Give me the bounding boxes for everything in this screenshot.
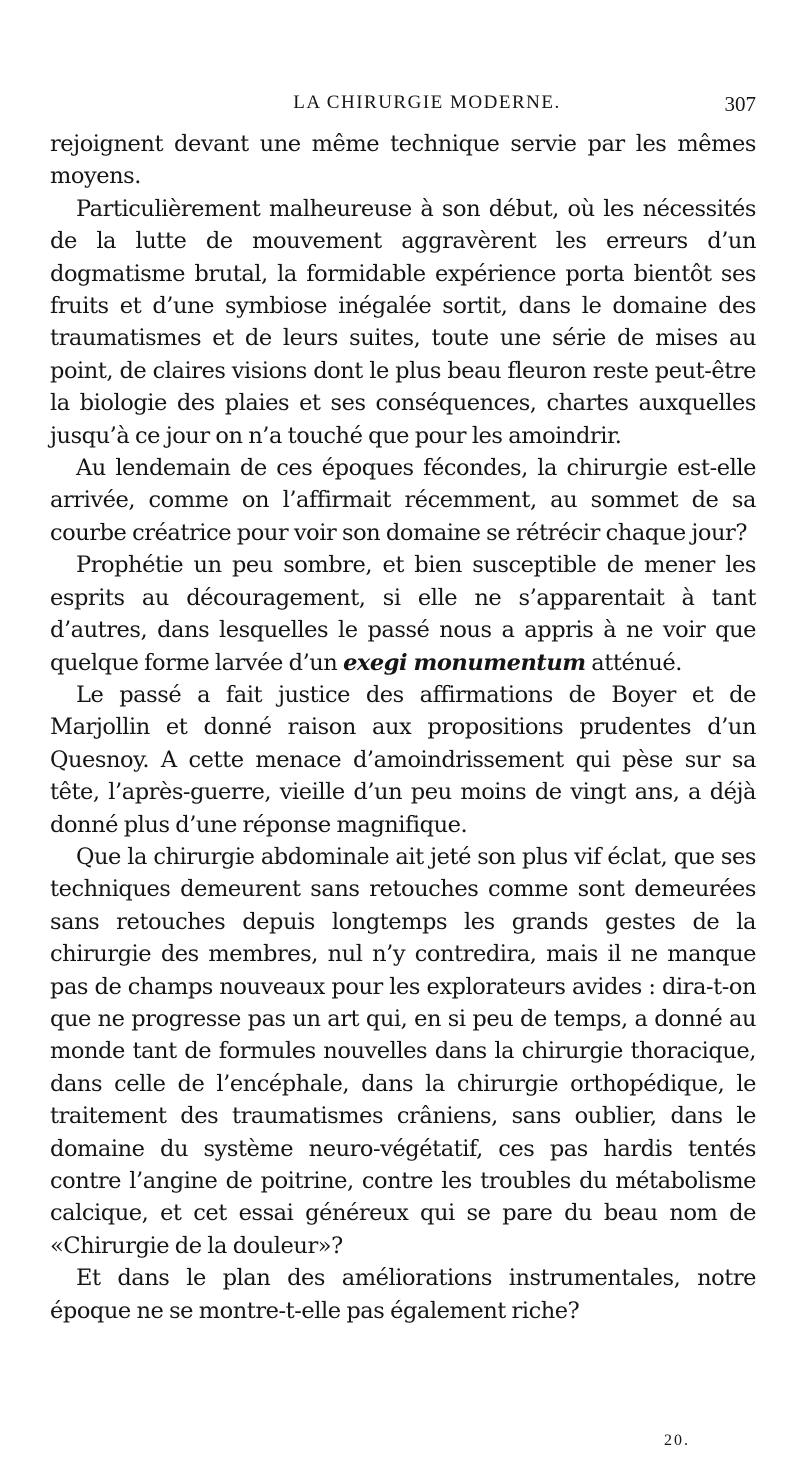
paragraph-7: Et dans le plan des améliorations instrumentales, notre époque ne se montre-t-elle pas également riche? xyxy=(50,1265,756,1324)
signature-mark: 20. xyxy=(664,1432,690,1449)
paragraph-3: Au lendemain de ces époques fécondes, la chirurgie est-elle arrivée, comme on l’affirmait récemment, au sommet de sa courbe créatrice pour voir son domaine se rétrécir chaque jour? xyxy=(50,455,756,546)
running-title: LA CHIRURGIE MODERNE. xyxy=(293,92,561,113)
page-number: 307 xyxy=(724,92,756,116)
paragraph-6: Que la chirurgie abdominale ait jeté son plus vif éclat, que ses techniques demeurent sans retouches comme sont demeurées sans retouches depuis longtemps les grands gestes de la chirurgie des membres, nul n’y contredira, mais il ne manque pas de champs nouveaux pour les explorateurs avides : dira-t-on que ne progresse pas un art qui, en si peu de temps, a donné au monde tant de formules nouvelles dans la chirurgie thoracique, dans celle de l’encéphale, dans la chirurgie orthopédique, le traitement des traumatismes crâniens, sans oublier, dans le domaine du système neuro-végétatif, ces pas hardis tentés contre l’angine de poitrine, contre les troubles du métabolisme calcique, et cet essai généreux qui se pare du beau nom de «Chirurgie de la douleur»? xyxy=(50,843,756,1259)
paragraph-1: rejoignent devant une même technique servie par les mêmes moyens. xyxy=(50,131,756,190)
paragraph-2: Particulièrement malheureuse à son début, où les nécessités de la lutte de mouvement aggravèrent les erreurs d’un dogmatisme brutal, la formidable expérience porta bientôt ses fruits et d’une symbiose inégalée sortit, dans le domaine des traumatismes et de leurs suites, toute une série de mises au point, de claires visions dont le plus beau fleuron reste peut-être la biologie des plaies et ses conséquences, chartes auxquelles jusqu’à ce jour on n’a touché que pour les amoindrir. xyxy=(50,195,756,449)
body-text xyxy=(50,128,756,1327)
latin-phrase: exegi monumentum xyxy=(343,649,586,676)
running-header xyxy=(48,92,756,118)
paragraph-4 xyxy=(50,549,756,679)
paragraph-5: Le passé a fait justice des affirmations de Boyer et de Marjollin et donné raison aux propositions prudentes d’un Quesnoy. A cette menace d’amoindrissement qui pèse sur sa tête, l’après-guerre, vieille d’un peu moins de vingt ans, a déjà donné plus d’une réponse magnifique. xyxy=(50,681,756,838)
paragraph-4-text: Prophétie un peu sombre, et bien susceptible de mener les esprits au découragement, si elle ne s’apparentait à tant d’autres, dans lesquelles le passé nous a appris à ne voir que quelque forme larvée d’un xyxy=(50,552,756,676)
paragraph-4-end: atténué. xyxy=(585,649,682,676)
